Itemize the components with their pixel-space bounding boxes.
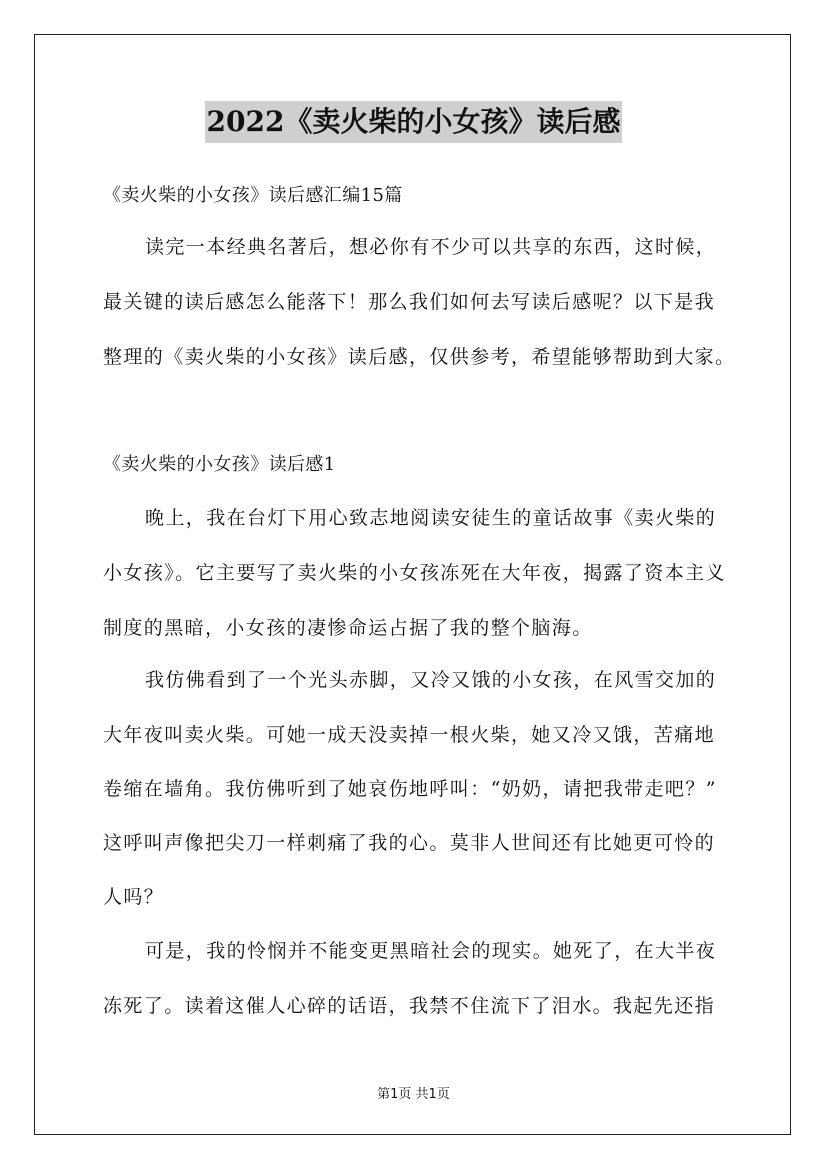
- para1-line-3: 制度的黑暗，小女孩的凄惨命运占据了我的整个脑海。: [103, 617, 593, 639]
- para3-line-2: 冻死了。读着这催人心碎的话语，我禁不住流下了泪水。我起先还指: [103, 995, 716, 1017]
- para2-line-5: 人吗？: [103, 886, 165, 908]
- section-heading: 《卖火柴的小女孩》读后感1: [103, 454, 336, 475]
- para2-line-4: 这呼叫声像把尖刀一样刺痛了我的心。莫非人世间还有比她更可怜的: [103, 832, 716, 854]
- para3-line-1: 可是，我的怜悯并不能变更黑暗社会的现实。她死了，在大半夜: [145, 940, 717, 962]
- para1-line-2: 小女孩》。它主要写了卖火柴的小女孩冻死在大年夜，揭露了资本主义: [103, 562, 726, 584]
- title-block: [0, 101, 827, 143]
- para2-line-3: 卷缩在墙角。我仿佛听到了她哀伤地呼叫：“奶奶，请把我带走吧？”: [103, 778, 717, 800]
- para2-line-1: 我仿佛看到了一个光头赤脚，又冷又饿的小女孩，在风雪交加的: [145, 669, 717, 691]
- page-footer: 第1页 共1页: [377, 1087, 450, 1102]
- para1-line-1: 晚上，我在台灯下用心致志地阅读安徒生的童话故事《卖火柴的: [145, 507, 717, 529]
- para2-line-2: 大年夜叫卖火柴。可她一成天没卖掉一根火柴，她又冷又饿，苦痛地: [103, 724, 716, 746]
- document-subtitle: 《卖火柴的小女孩》读后感汇编15篇: [103, 185, 403, 206]
- document-title: 2022《卖火柴的小女孩》读后感: [205, 101, 623, 143]
- intro-line-2: 最关键的读后感怎么能落下！那么我们如何去写读后感呢？以下是我: [103, 291, 716, 313]
- intro-line-3: 整理的《卖火柴的小女孩》读后感，仅供参考，希望能够帮助到大家。: [103, 346, 736, 368]
- intro-line-1: 读完一本经典名著后，想必你有不少可以共享的东西，这时候，: [145, 236, 717, 258]
